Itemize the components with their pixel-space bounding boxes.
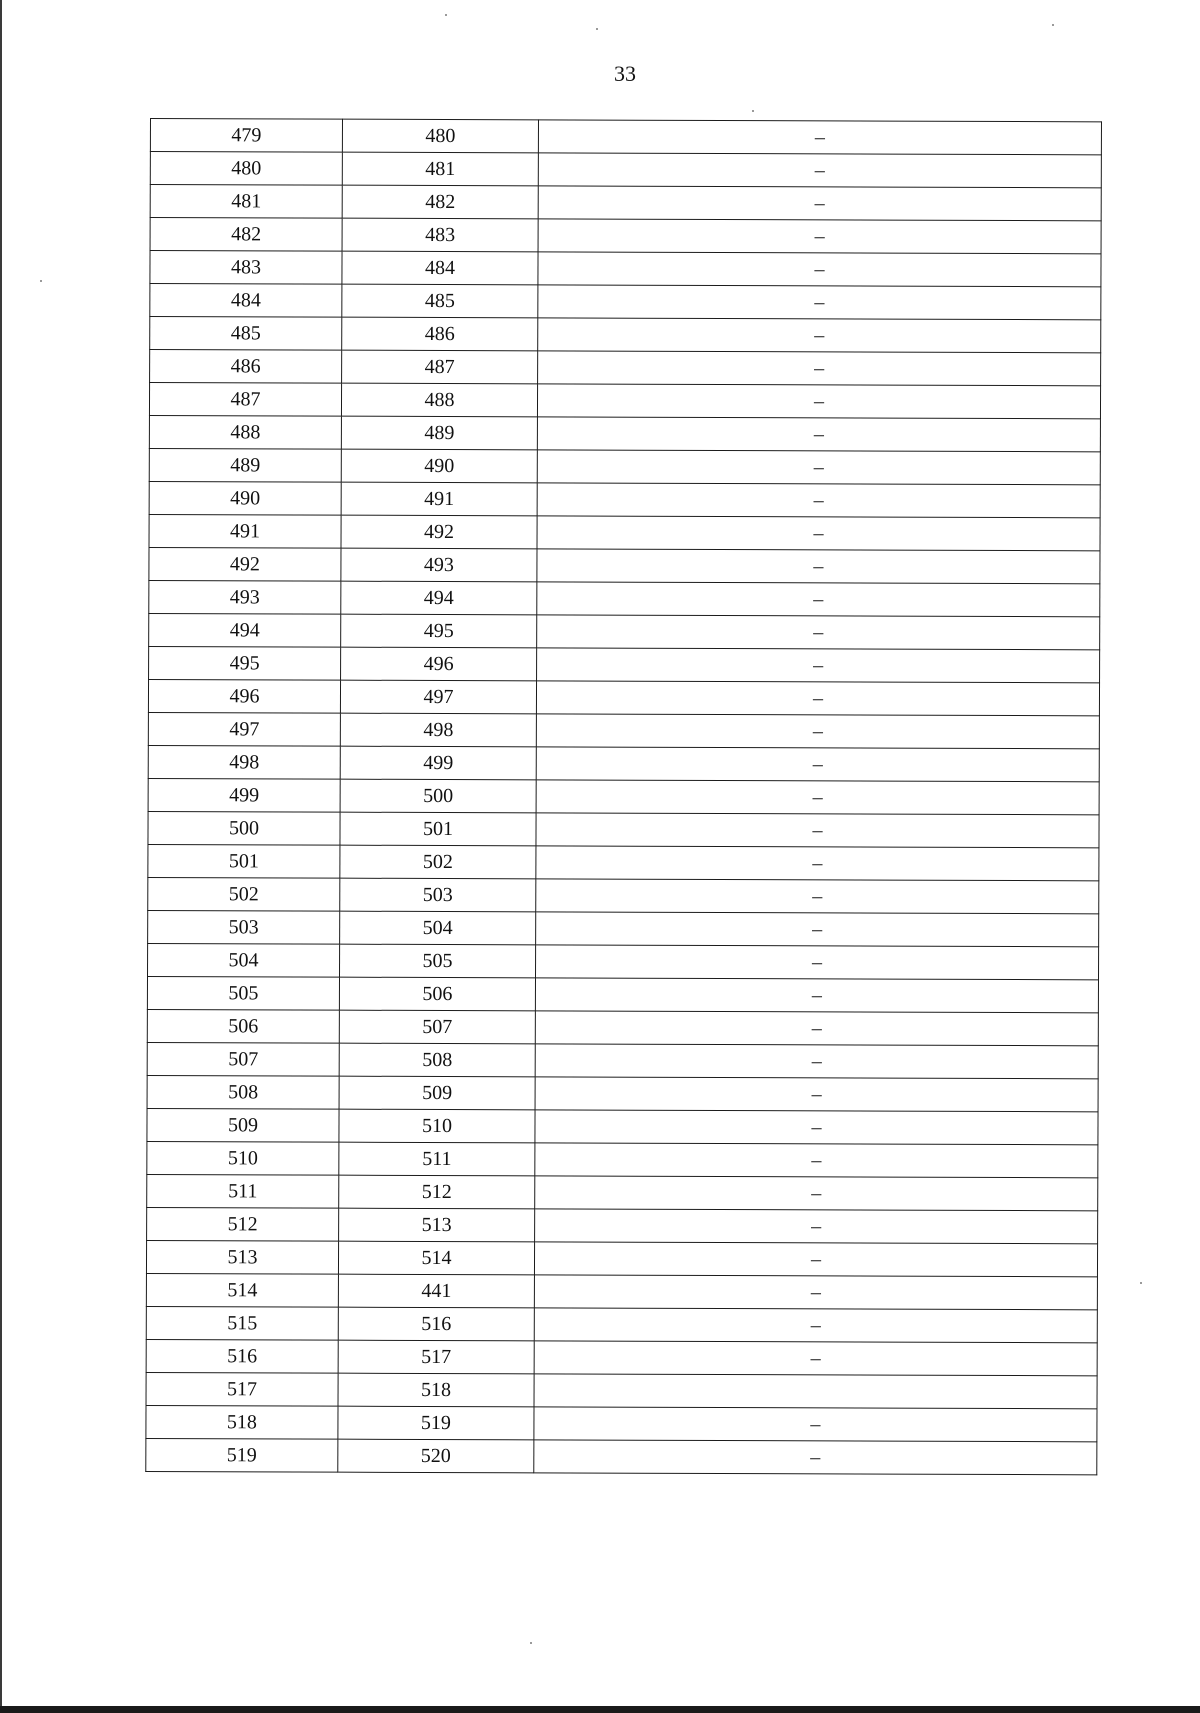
table-row: [146, 1306, 1097, 1342]
cell-to: 520: [338, 1439, 534, 1473]
scan-speck: [1052, 24, 1054, 26]
data-table: [145, 118, 1102, 1475]
cell-from: 510: [147, 1141, 339, 1175]
cell-value: –: [538, 219, 1101, 254]
table-row: [150, 218, 1101, 254]
cell-from: 505: [147, 976, 339, 1010]
cell-to: 485: [342, 284, 538, 318]
cell-value: –: [534, 1341, 1097, 1376]
cell-from: 482: [150, 218, 342, 252]
cell-value: –: [537, 417, 1100, 452]
table-row: [148, 877, 1099, 913]
table-row: [149, 646, 1100, 682]
cell-value: –: [537, 384, 1100, 419]
cell-to: 486: [342, 317, 538, 351]
scan-speck: [1140, 1282, 1142, 1284]
table-row: [149, 415, 1100, 451]
table-row: [148, 712, 1099, 748]
cell-from: 486: [150, 350, 342, 384]
cell-value: –: [535, 978, 1098, 1013]
cell-to: 495: [341, 614, 537, 648]
table-row: [147, 976, 1098, 1012]
table-row: [146, 1339, 1097, 1375]
cell-to: 487: [342, 350, 538, 384]
cell-value: –: [537, 549, 1100, 584]
cell-value: –: [536, 780, 1099, 815]
cell-value: –: [535, 1044, 1098, 1079]
table-row: [148, 811, 1099, 847]
cell-from: 489: [149, 448, 341, 482]
page-number: 33: [614, 61, 636, 86]
cell-to: 441: [338, 1274, 534, 1308]
cell-to: 490: [341, 449, 537, 483]
cell-value: –: [537, 648, 1100, 683]
scan-speck: [596, 28, 598, 30]
cell-from: 500: [148, 811, 340, 845]
cell-to: 504: [340, 911, 536, 945]
cell-from: 504: [148, 943, 340, 977]
cell-from: 494: [149, 613, 341, 647]
cell-to: 480: [342, 119, 538, 153]
cell-to: 514: [338, 1241, 534, 1275]
cell-from: 497: [148, 712, 340, 746]
cell-value: –: [536, 681, 1099, 716]
cell-value: –: [537, 516, 1100, 551]
cell-value: –: [538, 120, 1101, 155]
cell-to: 482: [342, 185, 538, 219]
cell-from: 491: [149, 514, 341, 548]
cell-from: 508: [147, 1075, 339, 1109]
cell-from: 487: [149, 383, 341, 417]
table-row: [147, 1009, 1098, 1045]
table-row: [148, 679, 1099, 715]
table-row: [146, 1405, 1097, 1441]
table-row: [150, 152, 1101, 188]
cell-from: 488: [149, 415, 341, 449]
cell-from: 511: [147, 1174, 339, 1208]
cell-value: –: [538, 285, 1101, 320]
cell-to: 512: [339, 1175, 535, 1209]
cell-to: 518: [338, 1373, 534, 1407]
cell-to: 510: [339, 1109, 535, 1143]
table-row: [150, 119, 1101, 155]
cell-to: 489: [341, 416, 537, 450]
cell-from: 492: [149, 547, 341, 581]
cell-from: 507: [147, 1042, 339, 1076]
table-row: [146, 1372, 1097, 1408]
cell-value: –: [538, 153, 1101, 188]
cell-value: –: [538, 351, 1101, 386]
cell-from: 484: [150, 284, 342, 318]
scan-speck: [40, 280, 42, 282]
cell-value: –: [538, 186, 1101, 221]
table-row: [148, 910, 1099, 946]
cell-from: 495: [149, 646, 341, 680]
scan-speck: [445, 14, 447, 16]
cell-value: –: [534, 1440, 1097, 1475]
cell-value: –: [537, 450, 1100, 485]
cell-value: –: [535, 1176, 1098, 1211]
cell-from: 485: [150, 317, 342, 351]
cell-to: 499: [340, 746, 536, 780]
cell-to: 508: [339, 1043, 535, 1077]
cell-to: 506: [339, 977, 535, 1011]
cell-value: –: [536, 846, 1099, 881]
cell-value: –: [535, 1209, 1098, 1244]
cell-to: 494: [341, 581, 537, 615]
table-row: [150, 185, 1101, 221]
cell-to: 483: [342, 218, 538, 252]
table-row: [147, 1141, 1098, 1177]
cell-value: –: [534, 1308, 1097, 1343]
cell-from: 516: [146, 1339, 338, 1373]
cell-to: 484: [342, 251, 538, 285]
scan-edge-left: [0, 0, 2, 1713]
table-row: [148, 778, 1099, 814]
cell-to: 503: [340, 878, 536, 912]
table-row: [149, 547, 1100, 583]
cell-from: 481: [150, 185, 342, 219]
cell-from: 499: [148, 778, 340, 812]
cell-from: 519: [146, 1438, 338, 1472]
cell-from: 506: [147, 1009, 339, 1043]
cell-value: –: [536, 747, 1099, 782]
table-row: [147, 1075, 1098, 1111]
cell-value: –: [534, 1407, 1097, 1442]
cell-to: 481: [342, 152, 538, 186]
table-row: [148, 844, 1099, 880]
cell-to: 488: [341, 383, 537, 417]
table-row: [150, 284, 1101, 320]
cell-from: 509: [147, 1108, 339, 1142]
table-row: [150, 350, 1101, 386]
cell-to: 507: [339, 1010, 535, 1044]
table-row: [146, 1438, 1097, 1474]
scan-speck: [752, 110, 754, 112]
table-row: [149, 580, 1100, 616]
cell-from: 502: [148, 877, 340, 911]
cell-value: –: [535, 1077, 1098, 1112]
cell-from: 480: [150, 152, 342, 186]
cell-to: 513: [339, 1208, 535, 1242]
cell-to: 511: [339, 1142, 535, 1176]
cell-value: –: [538, 318, 1101, 353]
cell-value: –: [536, 879, 1099, 914]
cell-from: 517: [146, 1372, 338, 1406]
table-row: [148, 745, 1099, 781]
scan-edge-bottom: [0, 1706, 1200, 1713]
cell-value: –: [538, 252, 1101, 287]
cell-value: –: [535, 1143, 1098, 1178]
cell-value: –: [534, 1242, 1097, 1277]
table-row: [150, 251, 1101, 287]
cell-value: –: [536, 912, 1099, 947]
cell-value: –: [535, 1110, 1098, 1145]
table-row: [148, 943, 1099, 979]
cell-value: [534, 1374, 1097, 1409]
table-row: [149, 383, 1100, 419]
table-row: [147, 1042, 1098, 1078]
table-row: [147, 1207, 1098, 1243]
cell-from: 483: [150, 251, 342, 285]
cell-value: –: [536, 813, 1099, 848]
scan-speck: [530, 1642, 532, 1644]
cell-to: 519: [338, 1406, 534, 1440]
cell-value: –: [536, 945, 1099, 980]
cell-value: –: [537, 582, 1100, 617]
cell-value: –: [536, 714, 1099, 749]
cell-value: –: [537, 483, 1100, 518]
cell-from: 515: [146, 1306, 338, 1340]
table-row: [150, 317, 1101, 353]
cell-to: 501: [340, 812, 536, 846]
table-body: [146, 119, 1102, 1475]
cell-to: 500: [340, 779, 536, 813]
table-row: [147, 1174, 1098, 1210]
cell-from: 514: [146, 1273, 338, 1307]
cell-to: 517: [338, 1340, 534, 1374]
cell-to: 493: [341, 548, 537, 582]
cell-from: 493: [149, 580, 341, 614]
cell-to: 502: [340, 845, 536, 879]
table-row: [147, 1108, 1098, 1144]
cell-to: 492: [341, 515, 537, 549]
cell-to: 491: [341, 482, 537, 516]
cell-from: 498: [148, 745, 340, 779]
table-row: [149, 448, 1100, 484]
table-row: [149, 514, 1100, 550]
cell-value: –: [535, 1011, 1098, 1046]
cell-from: 501: [148, 844, 340, 878]
cell-value: –: [534, 1275, 1097, 1310]
table-row: [146, 1240, 1097, 1276]
cell-to: 497: [340, 680, 536, 714]
cell-to: 505: [340, 944, 536, 978]
cell-to: 509: [339, 1076, 535, 1110]
cell-to: 516: [338, 1307, 534, 1341]
cell-from: 518: [146, 1405, 338, 1439]
cell-from: 512: [147, 1207, 339, 1241]
cell-from: 513: [146, 1240, 338, 1274]
cell-from: 490: [149, 481, 341, 515]
cell-from: 496: [148, 679, 340, 713]
cell-from: 479: [150, 119, 342, 153]
cell-to: 496: [341, 647, 537, 681]
cell-to: 498: [340, 713, 536, 747]
cell-value: –: [537, 615, 1100, 650]
cell-from: 503: [148, 910, 340, 944]
table-row: [149, 613, 1100, 649]
table-row: [146, 1273, 1097, 1309]
table-row: [149, 481, 1100, 517]
